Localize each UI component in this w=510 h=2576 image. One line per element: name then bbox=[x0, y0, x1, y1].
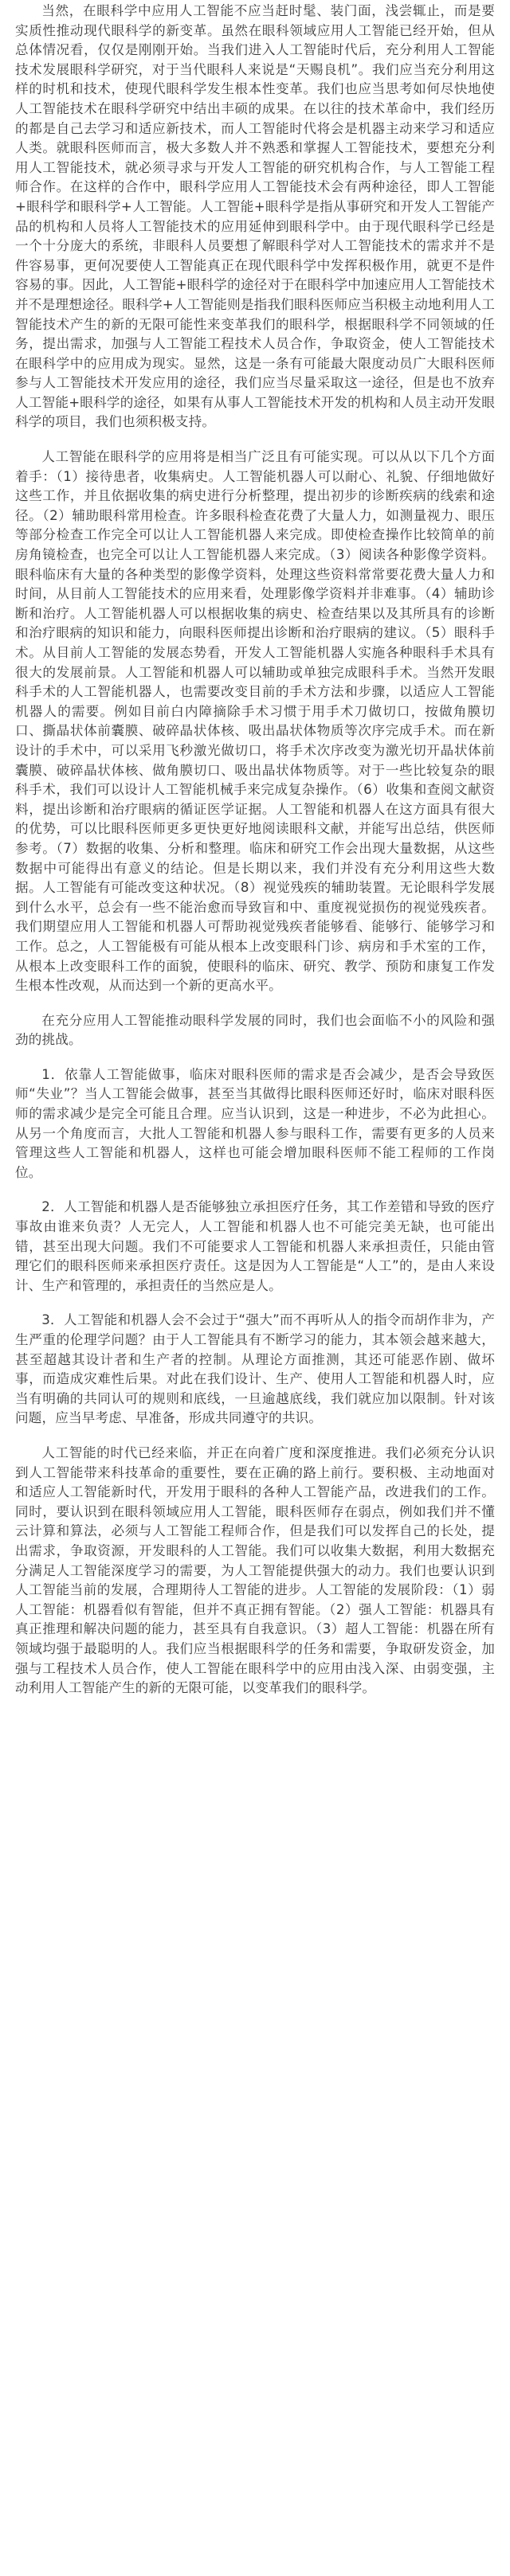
article-paragraph-3: 在充分应用人工智能推动眼科学发展的同时，我们也会面临不小的风险和强劲的挑战。 bbox=[15, 1012, 495, 1048]
article-paragraph-2: 人工智能在眼科学的应用将是相当广泛且有可能实现。可以从以下几个方面着手：（1）接待患者，收集病史。人工智能机器人可以耐心、礼貌、仔细地做好这些工作，并且依据收集的病史进行分析整理，提出初步的诊断疾病的线索和途径。（2）辅助眼科常用检查。许多眼科检查花费了大量人力，如测量视力、眼压等部分检查工作完全可以让人工智能机器人来完成。即使检查操作比较简单的前房角镜检查，也完全可以让人工智能机器人来完成。（3）阅读各种影像学资料。眼科临床有大量的各种类型的影像学资料，处理这些资料常常要花费大量人力和时间，从目前人工智能技术的应用来看，处理影像学资料并非难事。（4）辅助诊断和治疗。人工智能机器人可以根据收集的病史、检查结果以及其所具有的诊断和治疗眼病的知识和能力，向眼科医师提出诊断和治疗眼病的建议。（5）眼科手术。从目前人工智能的发展态势看，开发人工智能机器人实施各种眼科手术具有很大的发展前景。人工智能和机器人可以辅助或单独完成眼科手术。当然开发眼科手术的人工智能机器人，也需要改变目前的手术方法和步骤，以适应人工智能机器人的需要。例如目前白内障摘除手术习惯于用手术刀做切口，按做角膜切口、撕晶状体前囊膜、破碎晶状体核、吸出晶状体物质等次序完成手术。而在新设计的手术中，可以采用飞秒激光做切口，将手术次序改变为激光切开晶状体前囊膜、破碎晶状体核、做角膜切口、吸出晶状体物质等。对于一些比较复杂的眼科手术，我们可以设计人工智能机械手来完成复杂操作。（6）收集和查阅文献资料，提出诊断和治疗眼病的循证医学证据。人工智能和机器人在这方面具有很大的优势，可以比眼科医师更多更快更好地阅读眼科文献，并能写出总结，供医师参考。（7）数据的收集、分析和整理。临床和研究工作会出现大量数据，从这些数据中可能得出有意义的结论。但是长期以来，我们并没有充分利用这些大数据。人工智能有可能改变这种状况。（8）视觉残疾的辅助装置。无论眼科学发展到什么水平，总会有一些不能治愈而导致盲和中、重度视觉损伤的视觉残疾者。我们期望应用人工智能和机器人可帮助视觉残疾者能够看、能够行、能够学习和工作。总之，人工智能极有可能从根本上改变眼科门诊、病房和手术室的工作，从根本上改变眼科工作的面貌，使眼科的临床、研究、教学、预防和康复工作发生根本性改观，从而达到一个新的更高水平。 bbox=[15, 449, 495, 994]
article-paragraph-6: 3．人工智能和机器人会不会过于“强大”而不再听从人的指令而胡作非为，产生严重的伦理学问题？由于人工智能具有不断学习的能力，其本领会越来越大，甚至超越其设计者和生产者的控制。从理论方面推测，其还可能恶作剧、做坏事，而造成灾难性后果。对此在我们设计、生产、使用人工智能和机器人时，应当有明确的共同认可的规则和底线，一旦逾越底线，我们就应加以限制。针对该问题，应当早考虑、早准备，形成共同遵守的共识。 bbox=[15, 1312, 495, 1426]
article-paragraph-1: 当然，在眼科学中应用人工智能不应当赶时髦、装门面，浅尝辄止，而是要实质性推动现代眼科学的新变革。虽然在眼科领域应用人工智能已经开始，但从总体情况看，仅仅是刚刚开始。当我们进入人工智能时代后，充分利用人工智能技术发展眼科学研究，对于当代眼科人来说是“天赐良机”。我们应当充分利用这样的时机和技术，使现代眼科学发生根本性变革。我们也应当思考如何尽快地使人工智能技术在眼科学研究中结出丰硕的成果。在以往的技术革命中，我们经历的都是自己去学习和适应新技术，而人工智能时代将会是机器主动来学习和适应人类。就眼科医师而言，极大多数人并不熟悉和掌握人工智能技术，要想充分利用人工智能技术，就必须寻求与开发人工智能的研究机构合作，与人工智能工程师合作。在这样的合作中，眼科学应用人工智能技术会有两种途径，即人工智能+眼科学和眼科学+人工智能。人工智能+眼科学是指从事研究和开发人工智能产品的机构和人员将人工智能技术的应用延伸到眼科学中。由于现代眼科学已经是一个十分庞大的系统，非眼科人员要想了解眼科学对人工智能技术的需求并不是件容易事，更何况要使人工智能真正在现代眼科学中发挥积极作用，就更不是件容易的事。因此，人工智能+眼科学的途径对于在眼科学中加速应用人工智能技术并不是理想途径。眼科学+人工智能则是指我们眼科医师应当积极主动地利用人工智能技术产生的新的无限可能性来变革我们的眼科学，根据眼科学不同领域的任务，提出需求，加强与人工智能工程技术人员合作，争取资金，使人工智能技术在眼科学中的应用成为现实。显然，这是一条有可能最大限度动员广大眼科医师参与人工智能技术开发应用的途径，我们应当尽量采取这一途径，但是也不放弃人工智能+眼科学的途径，如果有从事人工智能技术开发的机构和人员主动开发眼科学的项目，我们也须积极支持。 bbox=[15, 3, 495, 430]
article-paragraph-4: 1．依靠人工智能做事，临床对眼科医师的需求是否会减少，是否会导致医师“失业”？当人工智能会做事，甚至当其做得比眼科医师还好时，临床对眼科医师的需求减少是完全可能且合理。应当认识到，这是一种进步，不必为此担心。从另一个角度而言，大批人工智能和机器人参与眼科工作，需要有更多的人员来管理这些人工智能和机器人，这样也可能会增加眼科医师不能工程师的工作岗位。 bbox=[15, 1066, 495, 1180]
article-paragraph-7: 人工智能的时代已经来临，并正在向着广度和深度推进。我们必须充分认识到人工智能带来科技革命的重要性，要在正确的路上前行。要积极、主动地面对和适应人工智能新时代，开发用于眼科的各种人工智能产品，改进我们的工作。同时，要认识到在眼科领域应用人工智能，眼科医师存在弱点，例如我们并不懂云计算和算法，必须与人工智能工程师合作，但是我们可以发挥自己的长处，提出需求，争取资源，开发眼科的人工智能。我们可以收集大数据，利用大数据充分满足人工智能深度学习的需要，为人工智能提供强大的动力。我们也要认识到人工智能当前的发展，合理期待人工智能的进步。人工智能的发展阶段：（1）弱人工智能：机器看似有智能，但并不真正拥有智能。（2）强人工智能：机器具有真正推理和解决问题的能力，甚至具有自我意识。（3）超人工智能：机器在所有领域均强于最聪明的人。我们应当根据眼科学的任务和需要，争取研发资金，加强与工程技术人员合作，使人工智能在眼科学中的应用由浅入深、由弱变强，主动利用人工智能产生的新的无限可能，以变革我们的眼科学。 bbox=[15, 1444, 495, 1696]
article-paragraph-5: 2．人工智能和机器人是否能够独立承担医疗任务，其工作差错和导致的医疗事故由谁来负责？人无完人，人工智能和机器人也不可能完美无缺，也可能出错，甚至出现大问题。我们不可能要求人工智能和机器人来承担责任，只能由管理它们的眼科医师来承担医疗责任。这是因为人工智能是“人工”的，是由人来设计、生产和管理的，承担责任的当然应是人。 bbox=[15, 1199, 495, 1293]
